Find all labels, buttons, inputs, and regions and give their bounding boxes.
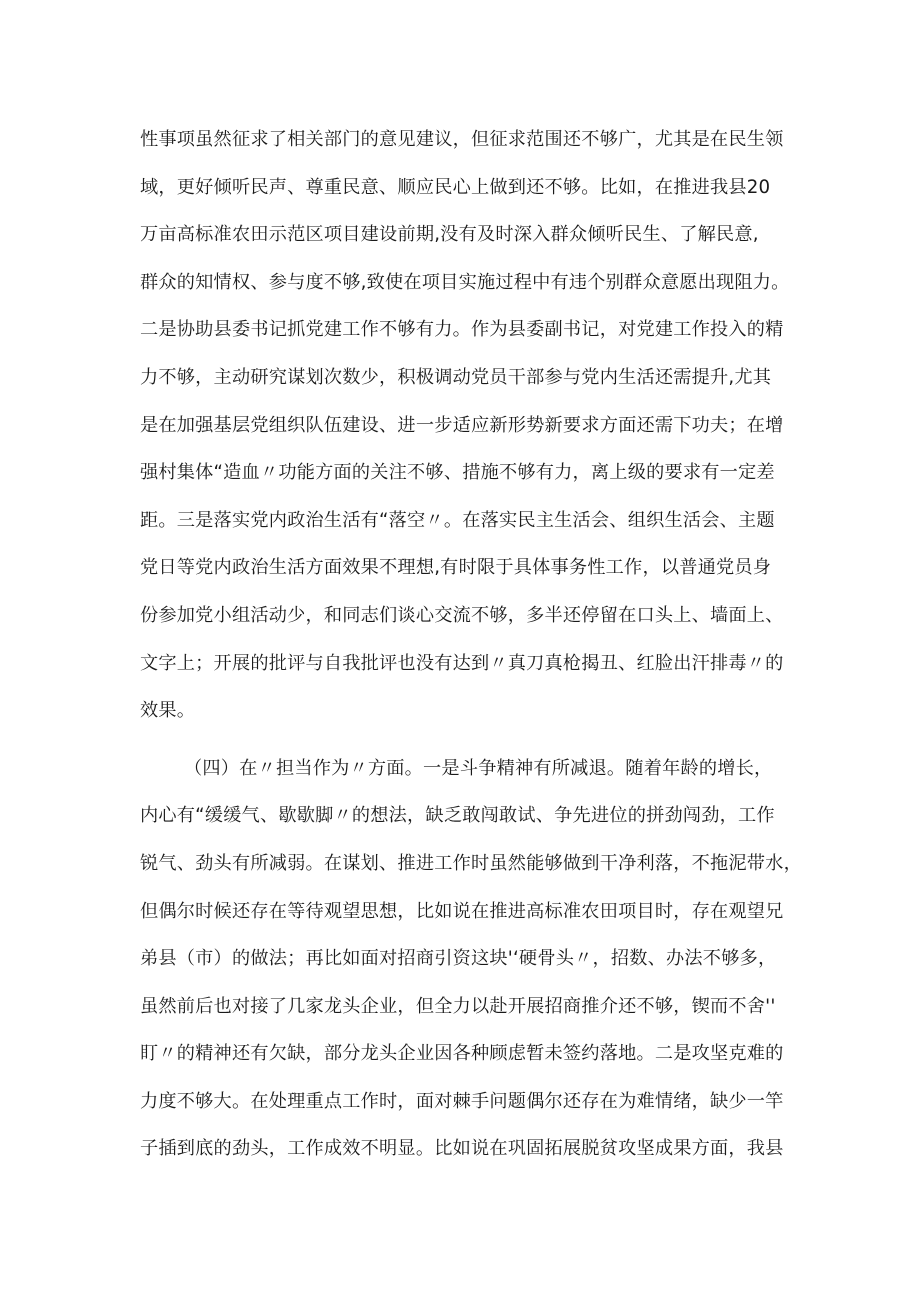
text-line: 万亩高标准农田示范区项目建设前期,没有及时深入群众倾听民生、了解民意,	[140, 224, 759, 246]
text-line: 党日等党内政治生活方面效果不理想,有时限于具体事务性工作，以普通党员身	[140, 557, 772, 579]
text-line: 份参加党小组活动少，和同志们谈心交流不够，多半还停留在口头上、墙面上、	[140, 604, 784, 626]
text-line: 效果。	[140, 700, 196, 722]
text-line: 锐气、劲头有所减弱。在谋划、推进工作时虽然能够做到干净利落，不拖泥带水，	[140, 852, 802, 874]
text-line: 强村集体“造血〃功能方面的关注不够、措施不够有力，离上级的要求有一定差	[140, 462, 775, 484]
text-line: 但偶尔时候还存在等待观望思想，比如说在推进高标准农田项目时，存在观望兄	[140, 900, 784, 922]
paragraph-gap	[140, 735, 800, 745]
text-line: 文字上；开展的批评与自我批评也没有达到〃真刀真枪揭丑、红脸出汗排毒〃的	[140, 652, 784, 674]
text-line: 距。三是落实党内政治生活有“落空〃。在落实民主生活会、组织生活会、主题	[140, 509, 775, 531]
text-line-indented: （四）在〃担当作为〃方面。一是斗争精神有所减退。随着年龄的增长，	[184, 757, 773, 779]
document-body	[140, 116, 800, 1173]
text-line: 域，更好倾听民声、尊重民意、顺应民心上做到还不够。比如，在推进我县20	[140, 176, 771, 198]
text-line: 内心有“缓缓气、歇歇脚〃的想法，缺乏敢闯敢试、争先进位的拼劲闯劲，工作	[140, 805, 775, 827]
text-line: 力度不够大。在处理重点工作时，面对棘手问题偶尔还存在为难情绪，缺少一竿	[140, 1090, 784, 1112]
text-line: 群众的知情权、参与度不够,致使在项目实施过程中有违个别群众意愿出现阻力。	[140, 271, 790, 293]
text-line: 二是协助县委书记抓党建工作不够有力。作为县委副书记，对党建工作投入的精	[140, 319, 784, 341]
text-line: 子插到底的劲头，工作成效不明显。比如说在巩固拓展脱贫攻坚成果方面，我县	[140, 1138, 784, 1160]
text-line: 弟县（市）的做法；再比如面对招商引资这块'‘硬骨头〃，招数、办法不够多，	[140, 948, 777, 970]
text-line: 力不够，主动研究谋划次数少，积极调动党员干部参与党内生活还需提升,尤其	[140, 366, 772, 388]
paragraph-1	[140, 116, 800, 735]
text-line: 是在加强基层党组织队伍建设、进一步适应新形势新要求方面还需下功夫；在增	[140, 414, 784, 436]
text-line: 虽然前后也对接了几家龙头企业，但全力以赴开展招商推介还不够，锲而不舍''	[140, 995, 776, 1017]
text-line: 盯〃的精神还有欠缺，部分龙头企业因各种顾虑暂未签约落地。二是攻坚克难的	[140, 1043, 784, 1065]
text-line: 性事项虽然征求了相关部门的意见建议，但征求范围还不够广，尤其是在民生领	[140, 129, 784, 150]
paragraph-2	[140, 745, 800, 1173]
